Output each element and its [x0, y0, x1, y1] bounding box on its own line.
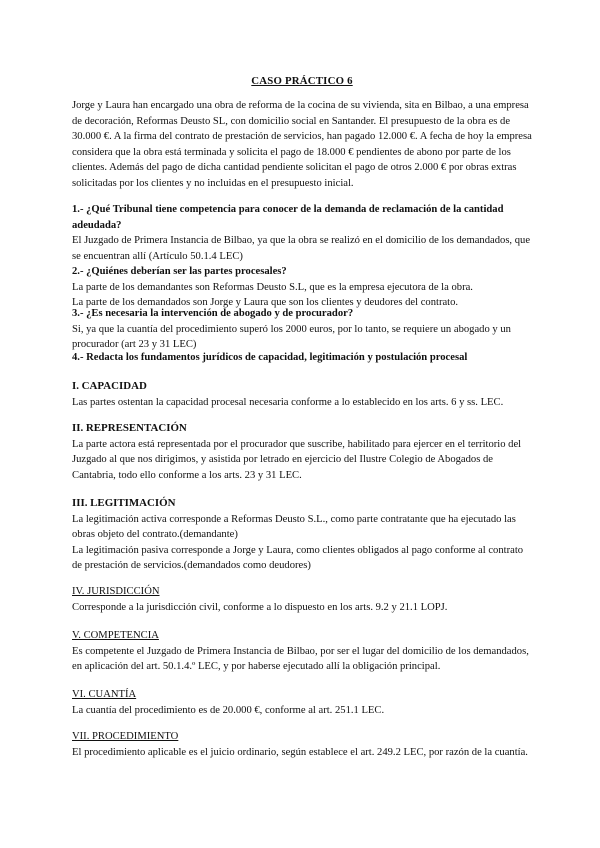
section-heading-procedimiento: VII. PROCEDIMIENTO	[72, 731, 179, 742]
section-capacidad	[72, 379, 532, 410]
answer-2-paragraph-1: La parte de los demandantes son Reformas Deusto S.L, que es la empresa ejecutora de la obra.	[72, 281, 473, 293]
section-heading-jurisdiccion: IV. JURISDICCIÓN	[72, 586, 160, 597]
question-2-block	[72, 264, 532, 311]
section-heading-cuantia: VI. CUANTÍA	[72, 689, 137, 700]
section-paragraph: Las partes ostentan la capacidad procesal necesaria conforme a lo establecido en los arts. 6 y ss. LEC.	[72, 396, 504, 408]
section-representacion	[72, 421, 532, 483]
section-heading-competencia: V. COMPETENCIA	[72, 630, 159, 641]
section-legitimacion	[72, 496, 532, 574]
answer-3-paragraph: Si, ya que la cuantía del procedimiento superó los 2000 euros, por lo tanto, se requiere un abogado y un procurador (art 23 y 31 LEC)	[72, 323, 511, 351]
section-paragraph: La legitimación pasiva corresponde a Jorge y Laura, como clientes obligados al pago conforme al contrato de prestación de servicios.(demandados como deudores)	[72, 544, 524, 572]
section-paragraph: El procedimiento aplicable es el juicio ordinario, según establece el art. 249.2 LEC, por razón de la cuantía.	[72, 746, 528, 758]
question-4-text: 4.- Redacta los fundamentos jurídicos de capacidad, legitimación y postulación procesal	[72, 352, 468, 363]
answer-2-paragraph-2: La parte de los demandados son Jorge y Laura que son los clientes y deudores del contrato.	[72, 297, 459, 309]
question-1-block	[72, 202, 532, 264]
section-heading-representacion: II. REPRESENTACIÓN	[72, 422, 187, 434]
section-paragraph: Es competente el Juzgado de Primera Instancia de Bilbao, por ser el lugar del domicilio de los demandados, en aplicación del art. 50.1.4.º LEC, y por haberse ejecutado allí la obligación principal.	[72, 645, 529, 673]
answer-1-paragraph: El Juzgado de Primera Instancia de Bilbao, ya que la obra se realizó en el domicilio de los demandados, que se encuentran allí (Artículo 50.1.4 LEC)	[72, 235, 531, 262]
section-paragraph: La parte actora está representada por el procurador que suscribe, habilitado para ejercer en el territorio del Juzgado al que nos dirigimos, y asistida por letrado en ejercicio del Ilustre Colegio de Abogados de Cantabria, todo ello conforme a los arts. 23 y 31 LEC.	[72, 438, 522, 481]
section-competencia	[72, 628, 532, 675]
question-2-text: 2.- ¿Quiénes deberían ser las partes procesales?	[72, 266, 287, 277]
section-heading-capacidad: I. CAPACIDAD	[72, 380, 147, 392]
document-title: CASO PRÁCTICO 6	[251, 75, 353, 87]
section-procedimiento	[72, 729, 532, 760]
section-paragraph: Corresponde a la jurisdicción civil, conforme a lo dispuesto en los arts. 9.2 y 21.1 LOPJ.	[72, 601, 448, 613]
section-heading-legitimacion: III. LEGITIMACIÓN	[72, 497, 176, 509]
section-jurisdiccion	[72, 584, 532, 615]
section-paragraph: La cuantía del procedimiento es de 20.000 €, conforme al art. 251.1 LEC.	[72, 704, 385, 716]
intro-paragraph: Jorge y Laura han encargado una obra de reforma de la cocina de su vivienda, sita en Bilbao, a una empresa de decoración, Reformas Deusto SL, con domicilio social en Santander. El presupuesto de la obra es de 30.000 €. A la firma del contrato de prestación de servicios, han pagado 12.000 €. A fecha de hoy la empresa considera que la obra está terminada y solicita el pago de 18.000 € pendientes de abono por parte de los clientes. Además del pago de dicha cantidad pendiente solicitan el pago de otros 2.000 € por obras extras solicitadas por los clientes y no incluidas en el presupuesto inicial.	[72, 100, 532, 189]
intro-block	[72, 98, 532, 192]
question-1-text: 1.- ¿Qué Tribunal tiene competencia para conocer de la demanda de reclamación de la cantidad adeudada?	[72, 204, 504, 231]
question-3-block	[72, 306, 532, 353]
section-cuantia	[72, 687, 532, 718]
section-paragraph: La legitimación activa corresponde a Reformas Deusto S.L., como parte contratante que ha ejecutado las obras objeto del contrato.(demandante)	[72, 513, 516, 541]
question-4-block	[72, 350, 532, 366]
question-3-text: 3.- ¿Es necesaria la intervención de abogado y de procurador?	[72, 308, 354, 319]
